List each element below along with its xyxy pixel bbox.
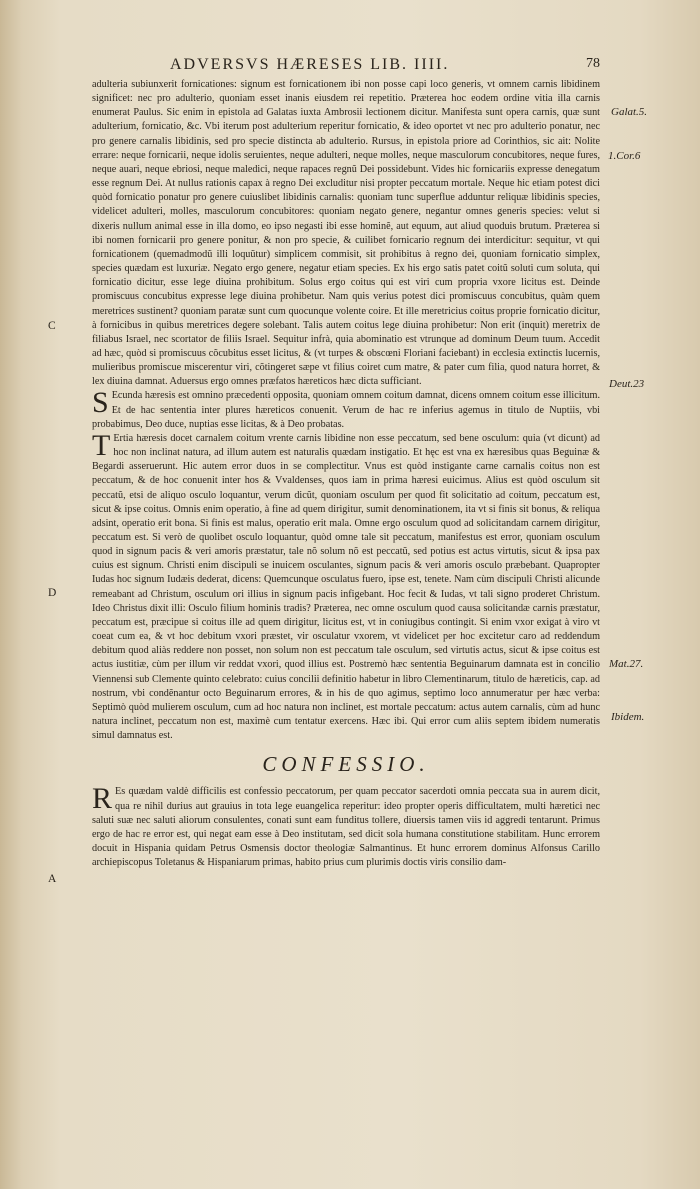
paragraph-4-text: Es quædam valdè difficilis est confessio peccatorum, per quam peccator sacerdoti omnia peccata sua in aurem dicit, qua re nihil durius aut grauius in tota lege euangelica reperitur: ideo propter operis difficultatem, multi hæretici nec saluti suæ nec saluti aliorum consulentes, conati sunt eam funditus tollere, diuersis tamen viis id aggredi tentarunt. Primus ergo de hac re error est, qui negat eam esse à Deo institutam, sed dicit sola humana constitutione stabilitam. Hunc errorem docuit in Hispania quidam Petrus Osmensis doctor theologiæ Salmantinus. Et hunc errorem dominus Alfonsus Carillo archiepiscopus Toletanus & Hispaniarum primas, habito prius cum plurimis doctis viris consilio dam- <box>92 786 600 869</box>
paragraph-4 <box>92 782 600 870</box>
running-title: ADVERSVS HÆRESES LIB. IIII. <box>170 56 450 73</box>
margin-letter-a: A <box>48 873 57 885</box>
paragraph-2-text: Ecunda hæresis est omnino præcedenti opposita, quoniam omnem coitum damnat, dicens omnem coitum esse illicitum. Et de hac sententia inter plures hæreticos conuenit. Verum de hac re inferius agemus in titulo de Nuptiis, vbi probabimus, Deo duce, nuptias esse licitas, & à Deo probatas. <box>92 390 600 430</box>
margin-note-ibidem: Ibidem. <box>611 711 645 723</box>
drop-cap-r: R <box>92 782 113 816</box>
drop-cap-s: S <box>92 386 109 420</box>
paragraph-1: adulteria subiunxerit fornicationes: signum est fornicationem ibi non posse capi loco generis, vt omnem carnis libidinem significet: nec pro adulterio, quoniam esset inanis eiusdem rei repetitio. Præterea hoc eodem ordine vitia illa carnis enumerat Paulus. Sic enim in epistola ad Galatas iuxta Ambrosii lectionem dicitur. Manifesta sunt opera carnis, quæ sunt adulterium, fornicatio, &c. Vbi iterum post adulterium reperitur fornicatio, & ideo oportet vt nec pro adulterio ponatur, nec pro genere carnalis libidinis, sed pro specie distincta ab adulterio. Rursus, in epistola priore ad Corinthios, sic ait: Nolite errare: neque fornicarii, neque idolis seruientes, neque adulteri, neque molles, neque masculorum concubitores, neque fures, neque auari, neque ebriosi, neque maledici, neque rapaces regnũ Dei possidebunt. Vides hic fornicariis expresse denegatum esse regnum Dei. At nullus rationis capax à regno Dei excluditur nisi propter peccatum mortale. Neque hic etiam potest dici quòd fornicatio ponatur pro genere cuiuslibet libidinis carnalis: quoniam tunc superflue adduntur reliquæ libidinis species, videlicet adulteri, molles, masculorum concubitores: quoniam negato genere, negantur omnes generis species: velut si dixeris nullum animal esse in illa domo, eo ipso negasti ibi esse hominẽ, aut equum, aut aliud quoduis brutum. Præterea si ibi nomen fornicarii pro genere ponitur, & non pro specie, & cuilibet fornicario regnum dei interdicitur: sequitur, vt qui fornicationem (quemadmodũ illi loquũtur) simplicem commisit, sit prohibitus à regno dei, quoniam fornicatio simplex, species quædam est luxuriæ. Negato ergo genere, negatur etiam species. Ex his ergo satis patet coitũ soluti cum soluta, qui fornicatio dicitur, esse lege diuina prohibitum. Solus ergo coitus qui est viri cum propria vxore licitus est. Deinde promiscuus concubitus expresse lege diuina prohibetur. Nam quis verius potest dici promiscuus concubitus, quàm quem meretrices sustinent? quoniam paratæ sunt cum quocunque volente coire. Et ille meretricius coitus proprie fornicatio dicitur, à fornicibus in quibus meretrices degere solebant. Talis autem coitus lege diuina prohibetur: Non erit (inquit) meretrix de filiabus Israel, nec scortator de filiis Israel. Sequitur infrà, quia abominatio est vtrunque ad dominum Deum tuum. Accedit ad hæc, quòd si promiscuus cõcubitus esset licitus, & (vt turpes & obscœni Floriani faciebant) in ecclesia extinctis lucernis, mulieribus promiscue miscerentur viri, cõtingeret sæpe vt filius coiret cum matre, & pater cum filia, quod natura horret, & lex diuina damnat. Aduersus ergo omnes præfatos hæreticos hæc dicta sufficiant. <box>92 79 600 388</box>
margin-note-mat: Mat.27. <box>609 658 644 670</box>
margin-note-cor: 1.Cor.6 <box>608 150 641 162</box>
margin-letter-d: D <box>48 587 57 599</box>
margin-note-galat: Galat.5. <box>611 106 648 118</box>
section-heading: CONFESSIO. <box>262 752 430 777</box>
margin-letter-c: C <box>48 320 56 332</box>
page-number: 78 <box>586 56 600 71</box>
paragraph-3-text: Ertia hæresis docet carnalem coitum vrente carnis libidine non esse peccatum, sed bene osculum: quia (vt dicunt) ad hoc non inclinat natura, ad illum autem est naturalis quædam instigatio. Et hęc est vna ex hæresibus quas Beguinæ & Begardi asseruerunt. Hic autem error duos in se complectitur. Vnus est quòd instigante carne carnalis coitus non est peccatum, & de hoc conuenit inter hos & Vvaldenses, quos iam in prima hæresi euicimus. Alius est quòd osculum sit peccatũ, etsi de aliquo osculo loquantur, verum dicũt, quoniam osculum per quod fit solicitatio ad coitum, peccatum est, sicut & ipse coitus. Omnis enim operatio, à fine ad quem dirigitur, sumit denominationem, ita vt si finis sit bonus, & reliqua adsint, operatio erit bona. Si finis est malus, operatio erit mala. Omne ergo osculum quod ad solicitandam carnem dirigitur, peccatum est. Si verò de quolibet osculo loquantur, quòd omne tale sit peccatum, manifestus est error, quoniam osculum quod in signum pacis & veri amoris præstatur, tale nõ solum nõ est peccatũ, sed potius est actus virtutis, sicut & ipsa pax cuius est signum. Christi enim discipuli se inuicem osculantes, signum pacis & veri amoris osculo præbebant. Quapropter Iudas hoc signum Iudæis dederat, dicens: Quemcunque osculatus fuero, ipse est, tenete. Nam cùm discipuli Christi alicunde remeabant ad Christum, osculum ori illius in signum pacis infigebant. Hoc fecit & Iudas, vt tali signo proderet Christum. Ideo Christus dixit illi: Osculo filium hominis tradis? Præterea, nec omne osculum quod causa solicitandæ carnis præstatur, peccatum est, præcipue si coitus ille ad quem dirigitur, licitus est, vt in coniugibus contingit. Si enim vxor exigat à viro vt coeat cum ea, & vt hoc debitum vxori præstet, vir osculatur vxorem, vt videlicet per hoc excitetur caro ad reddendum debitum quod aliàs reddere non posset, non solum non est peccatum tale osculum, sed virtutis actus, sicut & ipse coitus est actus iustitiæ, cùm per illum vir reddat vxori, quod illius est. Postremò hæc sententia Beguinarum damnata est in concilio Viennensi sub Clemente quinto celebrato: cuius concilii definitio habetur in libro Clementinarum, titulo de hæreticis, cap. ad nostrum, vbi condẽnantur octo Beguinarum errores, & in his de quo agimus, septimo loco annumeratur per hæc verba: Septimò quòd mulierem osculum, cum ad hoc natura non inclinet, est mortale peccatum: actus autem carnalis, cùm ad hunc natura inclinet, peccatum non est, maximè cum tentatur exercens. Hæc ibi. Qui error cum aliis septem ibidem numeratis simul damnatus est. <box>92 432 600 742</box>
margin-note-deut: Deut.23 <box>609 378 645 390</box>
main-text <box>92 78 600 870</box>
paragraph-2 <box>92 386 600 431</box>
running-header <box>170 56 600 78</box>
paragraph-3 <box>92 428 600 743</box>
drop-cap-t: T <box>92 428 111 462</box>
